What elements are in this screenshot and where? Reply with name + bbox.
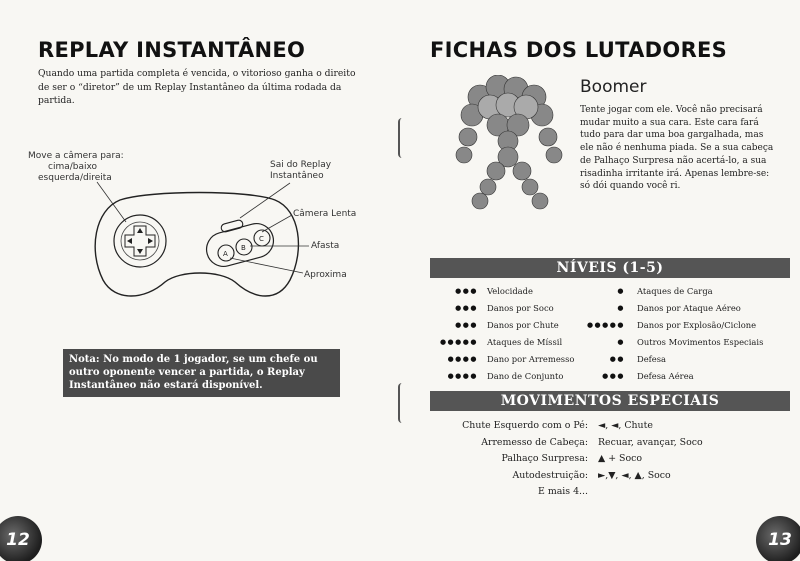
label-camera-move-3: esquerda/direita xyxy=(38,173,112,183)
move-command: Recuar, avançar, Soco xyxy=(598,436,703,448)
levels-header: NÍVEIS (1-5) xyxy=(430,258,790,278)
button-a-label: A xyxy=(223,250,228,258)
level-label: Danos por Soco xyxy=(487,303,554,313)
page-title-fighters: FICHAS DOS LUTADORES xyxy=(430,38,728,62)
page-title-replay: REPLAY INSTANTÂNEO xyxy=(38,38,306,62)
button-c-label: C xyxy=(259,235,264,243)
move-name: Arremesso de Cabeça: xyxy=(481,436,588,448)
fighter-description: Tente jogar com ele. Você não precisará mudar muito a sua cara. Este cara fará tudo para dar uma boa gargalhada, mas ele não é nenhuma piada. Se a sua cabeça de Palhaço Surpresa não acertá-lo, a sua risadinha irritante irá. Apenas lembre-se: só dói quando você ri. xyxy=(580,105,774,192)
level-dots: ● xyxy=(617,338,625,346)
move-name: Palhaço Surpresa: xyxy=(501,453,588,464)
page-number-left: 12 xyxy=(0,516,42,561)
label-camera-move-2: cima/baixo xyxy=(48,162,98,172)
level-label: Outros Movimentos Especiais xyxy=(637,337,764,347)
level-dots: ● xyxy=(617,287,625,295)
button-b-label: B xyxy=(241,244,246,252)
level-label: Velocidade xyxy=(487,286,533,296)
replay-intro: Quando uma partida completa é vencida, o vitorioso ganha o direito de ser o “diretor” de um Replay Instantâneo da última rodada da partida. xyxy=(38,68,356,106)
move-command: ►,▼, ◄, ▲, Soco xyxy=(598,469,671,481)
level-dots: ●●●●● xyxy=(439,338,478,346)
label-slow-camera: Câmera Lenta xyxy=(293,209,357,219)
level-label: Danos por Explosão/Ciclone xyxy=(637,320,757,330)
fighter-name: Boomer xyxy=(580,77,647,97)
move-command: ◄, ◄, Chute xyxy=(598,420,653,431)
move-name: E mais 4... xyxy=(538,486,588,497)
moves-header: MOVIMENTOS ESPECIAIS xyxy=(430,391,790,411)
level-label: Ataques de Míssil xyxy=(487,337,563,347)
move-command: ▲ + Soco xyxy=(598,453,642,464)
level-label: Defesa Aérea xyxy=(637,371,694,381)
note-box: Nota: No modo de 1 jogador, se um chefe ou outro oponente vencer a partida, o Replay Instantâneo não estará disponível. xyxy=(63,349,340,397)
level-dots: ●●●● xyxy=(447,355,478,363)
level-dots: ●●● xyxy=(455,321,478,329)
label-zoom-out: Afasta xyxy=(311,241,340,251)
level-label: Danos por Chute xyxy=(487,320,559,330)
level-label: Ataques de Carga xyxy=(637,286,713,296)
level-dots: ● xyxy=(617,304,625,312)
level-label: Danos por Ataque Aéreo xyxy=(637,303,741,313)
label-camera-move: Move a câmera para: xyxy=(28,151,124,161)
label-zoom-in: Aproxima xyxy=(304,270,347,280)
move-name: Chute Esquerdo com o Pé: xyxy=(462,420,588,431)
label-exit-replay-2: Instantâneo xyxy=(270,171,324,181)
label-exit-replay: Sai do Replay xyxy=(270,160,332,170)
level-dots: ●●● xyxy=(602,372,625,380)
level-label: Dano por Arremesso xyxy=(487,354,575,364)
page-number-right: 13 xyxy=(756,516,800,561)
level-dots: ●●● xyxy=(455,304,478,312)
level-dots: ●●●●● xyxy=(586,321,625,329)
level-dots: ●●●● xyxy=(447,372,478,380)
right-page xyxy=(400,0,800,561)
level-label: Dano de Conjunto xyxy=(487,371,564,381)
level-dots: ●●● xyxy=(455,287,478,295)
move-name: Autodestruição: xyxy=(512,469,588,481)
level-dots: ●● xyxy=(609,355,625,363)
boomer-figure xyxy=(450,75,570,215)
level-label: Defesa xyxy=(637,354,667,364)
